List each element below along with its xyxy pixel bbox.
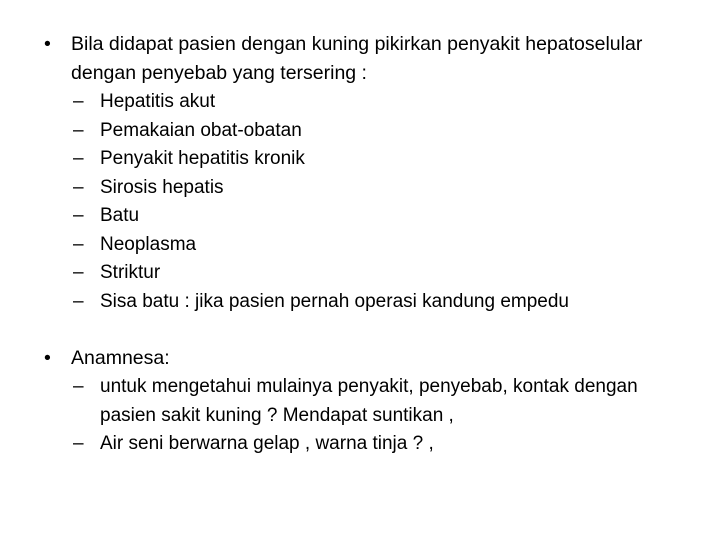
dash-icon: –: [73, 262, 84, 283]
dash-icon: –: [73, 148, 84, 169]
list-item: – Air seni berwarna gelap , warna tinja ? ,: [44, 430, 684, 459]
bullet-hepatoselular-text-line: [44, 30, 684, 88]
dash-icon: –: [73, 376, 84, 397]
dash-icon: –: [73, 290, 84, 312]
bullet-dot-icon: •: [44, 347, 51, 369]
dash-icon: –: [73, 176, 84, 198]
list-item: – Batu: [44, 202, 684, 231]
list-item: – Sisa batu : jika pasien pernah operasi kandung empedu: [44, 288, 684, 317]
list-item: – Striktur: [44, 259, 684, 288]
list-item: – Neoplasma: [44, 231, 684, 260]
bullet-anamnesa: [44, 344, 684, 459]
dash-icon: –: [73, 233, 84, 255]
dash-icon: –: [73, 91, 84, 112]
bullet-dot-icon: •: [44, 33, 51, 55]
cause-list: [44, 88, 684, 316]
bullet-hepatoselular: [44, 30, 684, 316]
list-item: – Pemakaian obat-obatan: [44, 117, 684, 146]
bullet-anamnesa-text: Anamnesa:: [71, 347, 170, 369]
bullet-hepatoselular-text: Bila didapat pasien dengan kuning pikirkan penyakit hepatoselular dengan penyebab yang tersering :: [71, 33, 643, 84]
bullet-anamnesa-text-line: [44, 344, 684, 373]
list-item: – Sirosis hepatis: [44, 174, 684, 203]
list-item: – Penyakit hepatitis kronik: [44, 145, 684, 174]
dash-icon: –: [73, 119, 84, 141]
dash-icon: –: [73, 205, 84, 226]
anamnesa-list: [44, 373, 684, 459]
list-item: – Hepatitis akut: [44, 88, 684, 117]
dash-icon: –: [73, 433, 84, 454]
list-item: – untuk mengetahui mulainya penyakit, penyebab, kontak dengan pasien sakit kuning ? Mendapat suntikan ,: [44, 373, 684, 430]
